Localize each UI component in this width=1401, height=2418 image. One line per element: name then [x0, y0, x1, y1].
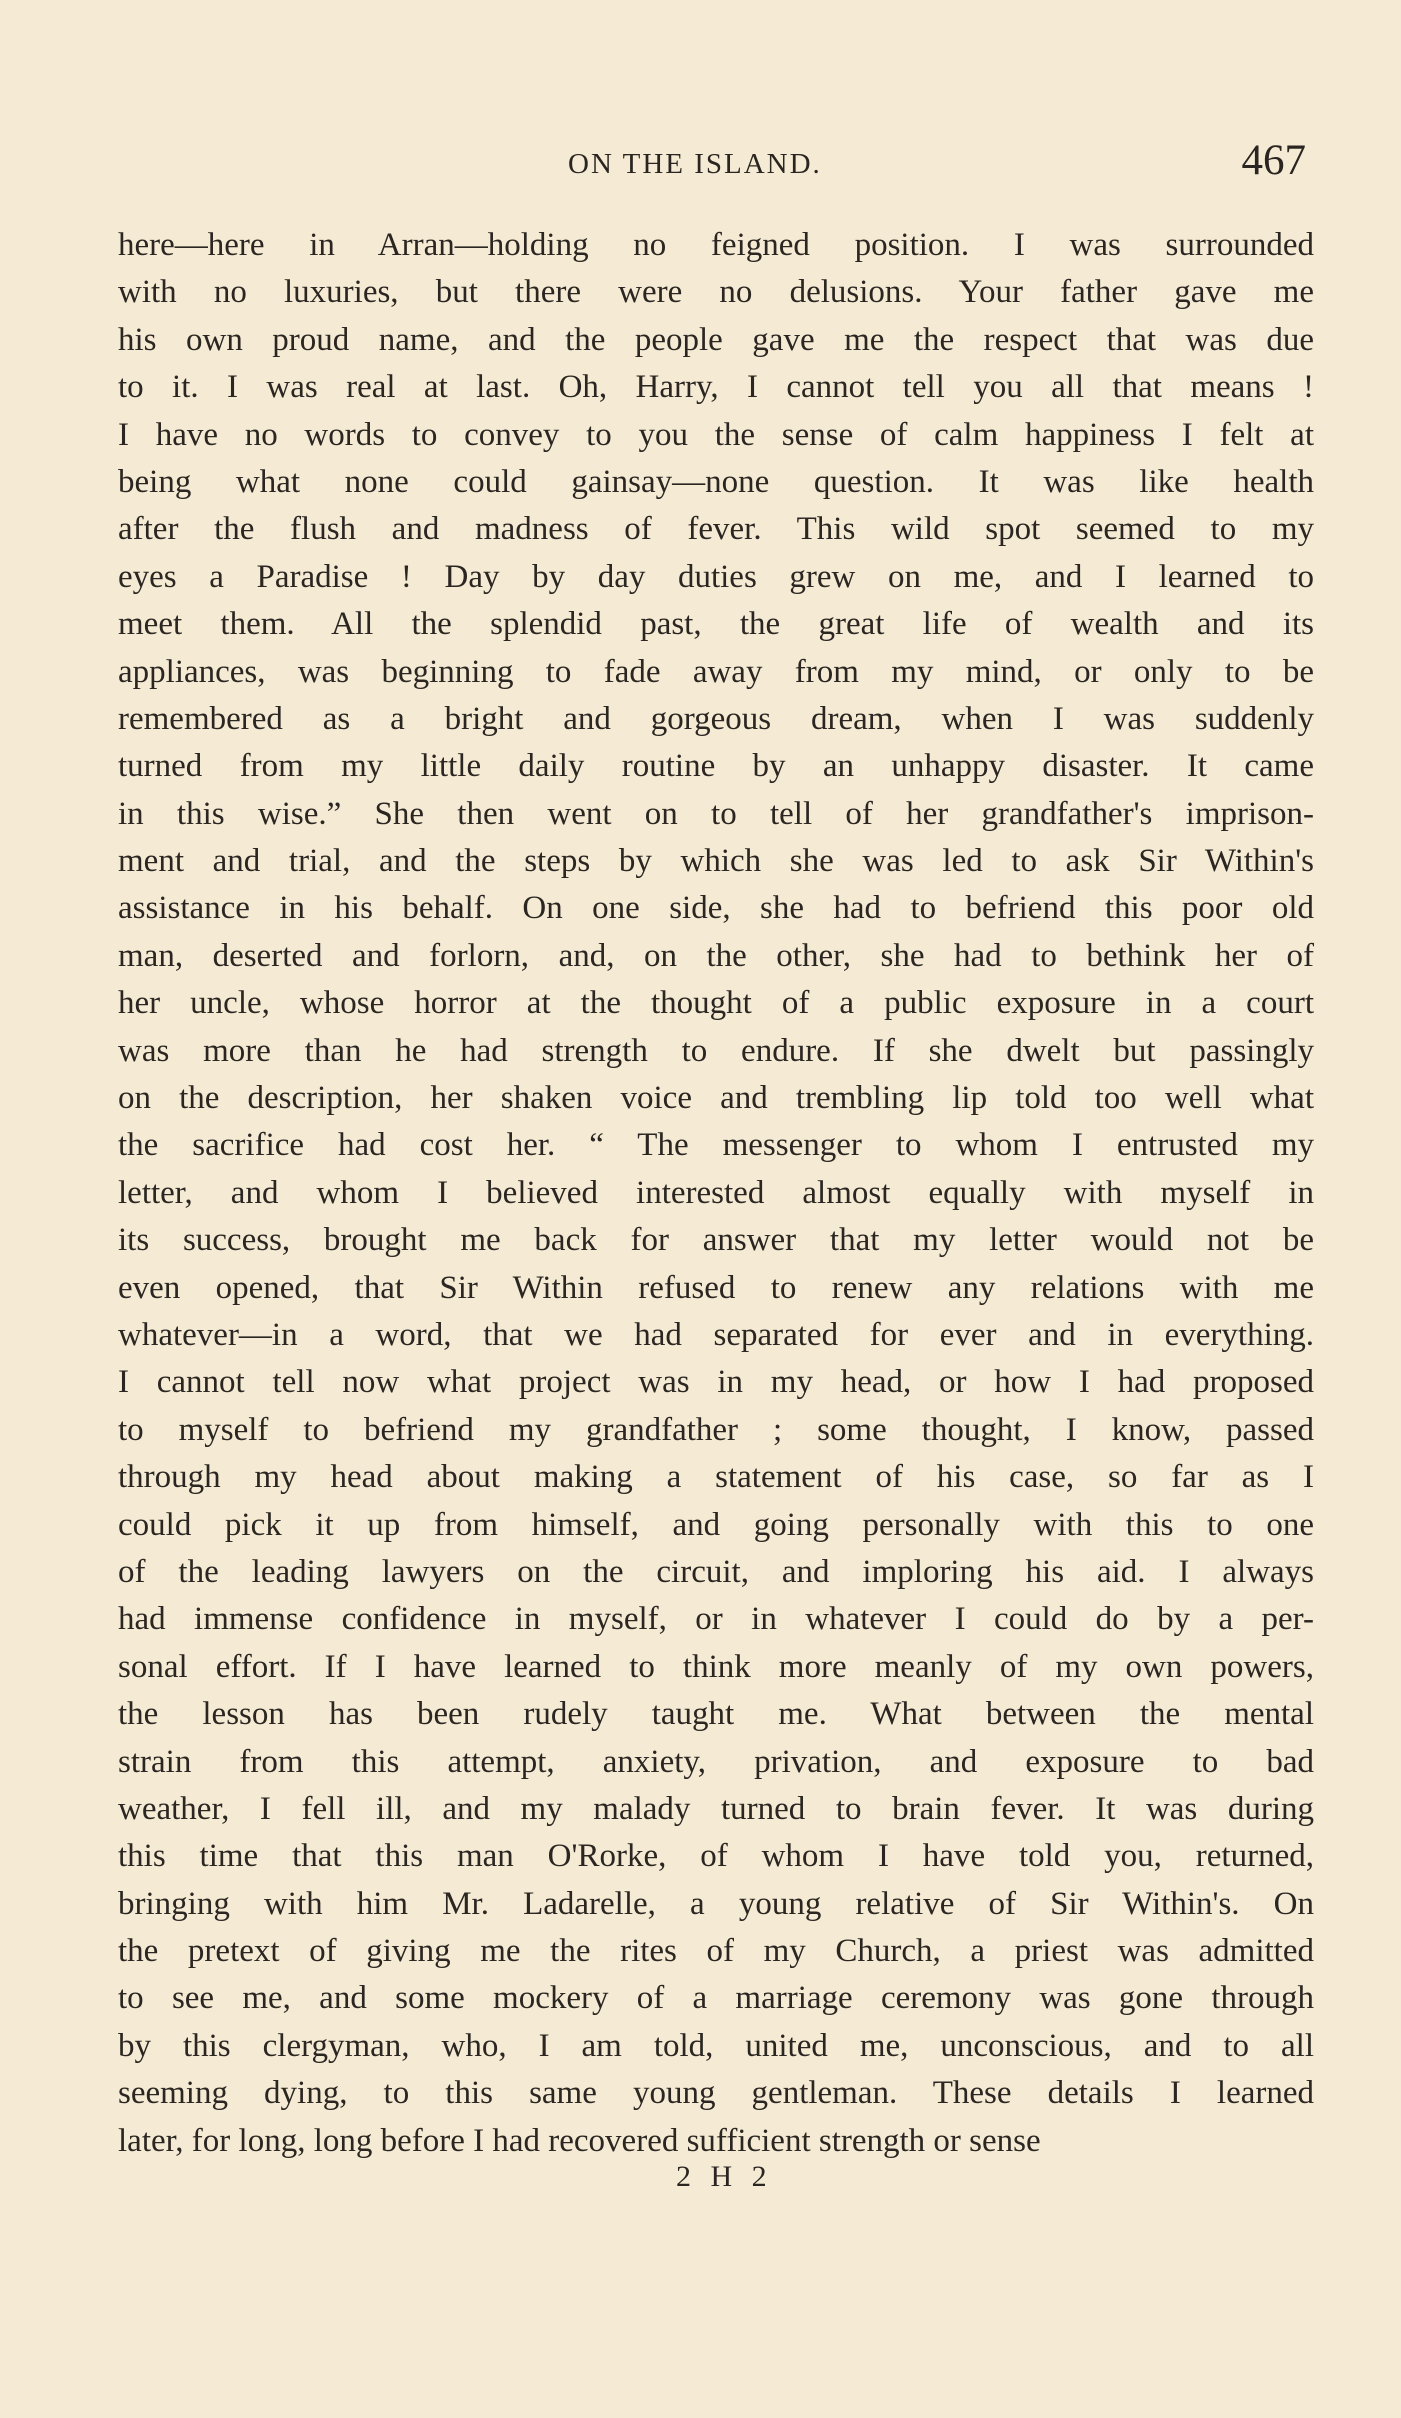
- text-line: his own proud name, and the people gave me the respect that was due: [118, 321, 1314, 358]
- text-line: in this wise.” She then went on to tell of her grandfather's imprison-: [118, 795, 1314, 832]
- text-line: here—here in Arran—holding no feigned position. I was surrounded: [118, 227, 1314, 263]
- text-line: ment and trial, and the steps by which she was led to ask Sir Within's: [118, 843, 1314, 880]
- text-line: I have no words to convey to you the sense of calm happiness I felt at: [118, 416, 1314, 453]
- text-line: was more than he had strength to endure. If she dwelt but passingly: [118, 1032, 1314, 1069]
- text-line: had immense confidence in myself, or in whatever I could do by a per-: [118, 1601, 1314, 1638]
- text-line: assistance in his behalf. On one side, she had to befriend this poor old: [118, 890, 1314, 927]
- text-line: the lesson has been rudely taught me. What between the mental: [118, 1696, 1314, 1733]
- text-line: of the leading lawyers on the circuit, and imploring his aid. I always: [118, 1553, 1314, 1590]
- running-head: [118, 136, 1306, 196]
- text-line: appliances, was beginning to fade away from my mind, or only to be: [118, 653, 1314, 690]
- text-line: its success, brought me back for answer that my letter would not be: [118, 1222, 1314, 1259]
- body-text: [118, 222, 1314, 2165]
- text-line: her uncle, whose horror at the thought of a public exposure in a court: [118, 985, 1314, 1022]
- text-line: to it. I was real at last. Oh, Harry, I cannot tell you all that means !: [118, 369, 1314, 406]
- text-line: turned from my little daily routine by an unhappy disaster. It came: [118, 748, 1314, 785]
- text-line: even opened, that Sir Within refused to renew any relations with me: [118, 1269, 1314, 1306]
- text-line: could pick it up from himself, and going personally with this to one: [118, 1506, 1314, 1543]
- text-line: sonal effort. If I have learned to think more meanly of my own powers,: [118, 1648, 1314, 1685]
- text-line: by this clergyman, who, I am told, united me, unconscious, and to all: [118, 2027, 1314, 2064]
- signature-mark: 2 H 2: [676, 2160, 773, 2193]
- text-line: seeming dying, to this same young gentleman. These details I learned: [118, 2075, 1314, 2112]
- running-title: ON THE ISLAND.: [568, 148, 822, 180]
- text-line: letter, and whom I believed interested almost equally with myself in: [118, 1174, 1314, 1211]
- text-line: remembered as a bright and gorgeous dream, when I was suddenly: [118, 700, 1314, 737]
- text-line: after the flush and madness of fever. This wild spot seemed to my: [118, 511, 1314, 548]
- page-number: 467: [1241, 137, 1306, 184]
- text-line: later, for long, long before I had recovered sufficient strength or sense: [118, 2122, 1041, 2159]
- text-line: meet them. All the splendid past, the great life of wealth and its: [118, 606, 1314, 643]
- text-line: whatever—in a word, that we had separated for ever and in everything.: [118, 1316, 1314, 1353]
- text-line: weather, I fell ill, and my malady turned to brain fever. It was during: [118, 1790, 1314, 1827]
- text-line: on the description, her shaken voice and trembling lip told too well what: [118, 1080, 1314, 1117]
- text-line: through my head about making a statement of his case, so far as I: [118, 1459, 1314, 1496]
- text-line: to see me, and some mockery of a marriage ceremony was gone through: [118, 1980, 1314, 2017]
- text-line: eyes a Paradise ! Day by day duties grew on me, and I learned to: [118, 558, 1314, 595]
- text-line: the sacrifice had cost her. “ The messenger to whom I entrusted my: [118, 1127, 1314, 1164]
- text-line: this time that this man O'Rorke, of whom I have told you, returned,: [118, 1838, 1314, 1875]
- text-line: being what none could gainsay—none question. It was like health: [118, 463, 1314, 500]
- text-line: I cannot tell now what project was in my head, or how I had proposed: [118, 1364, 1314, 1401]
- text-line: man, deserted and forlorn, and, on the other, she had to bethink her of: [118, 937, 1314, 974]
- text-line: bringing with him Mr. Ladarelle, a young relative of Sir Within's. On: [118, 1885, 1314, 1922]
- text-line: strain from this attempt, anxiety, privation, and exposure to bad: [118, 1743, 1314, 1780]
- text-line: to myself to befriend my grandfather ; some thought, I know, passed: [118, 1411, 1314, 1448]
- text-line: the pretext of giving me the rites of my Church, a priest was admitted: [118, 1933, 1314, 1970]
- text-line: with no luxuries, but there were no delusions. Your father gave me: [118, 274, 1314, 311]
